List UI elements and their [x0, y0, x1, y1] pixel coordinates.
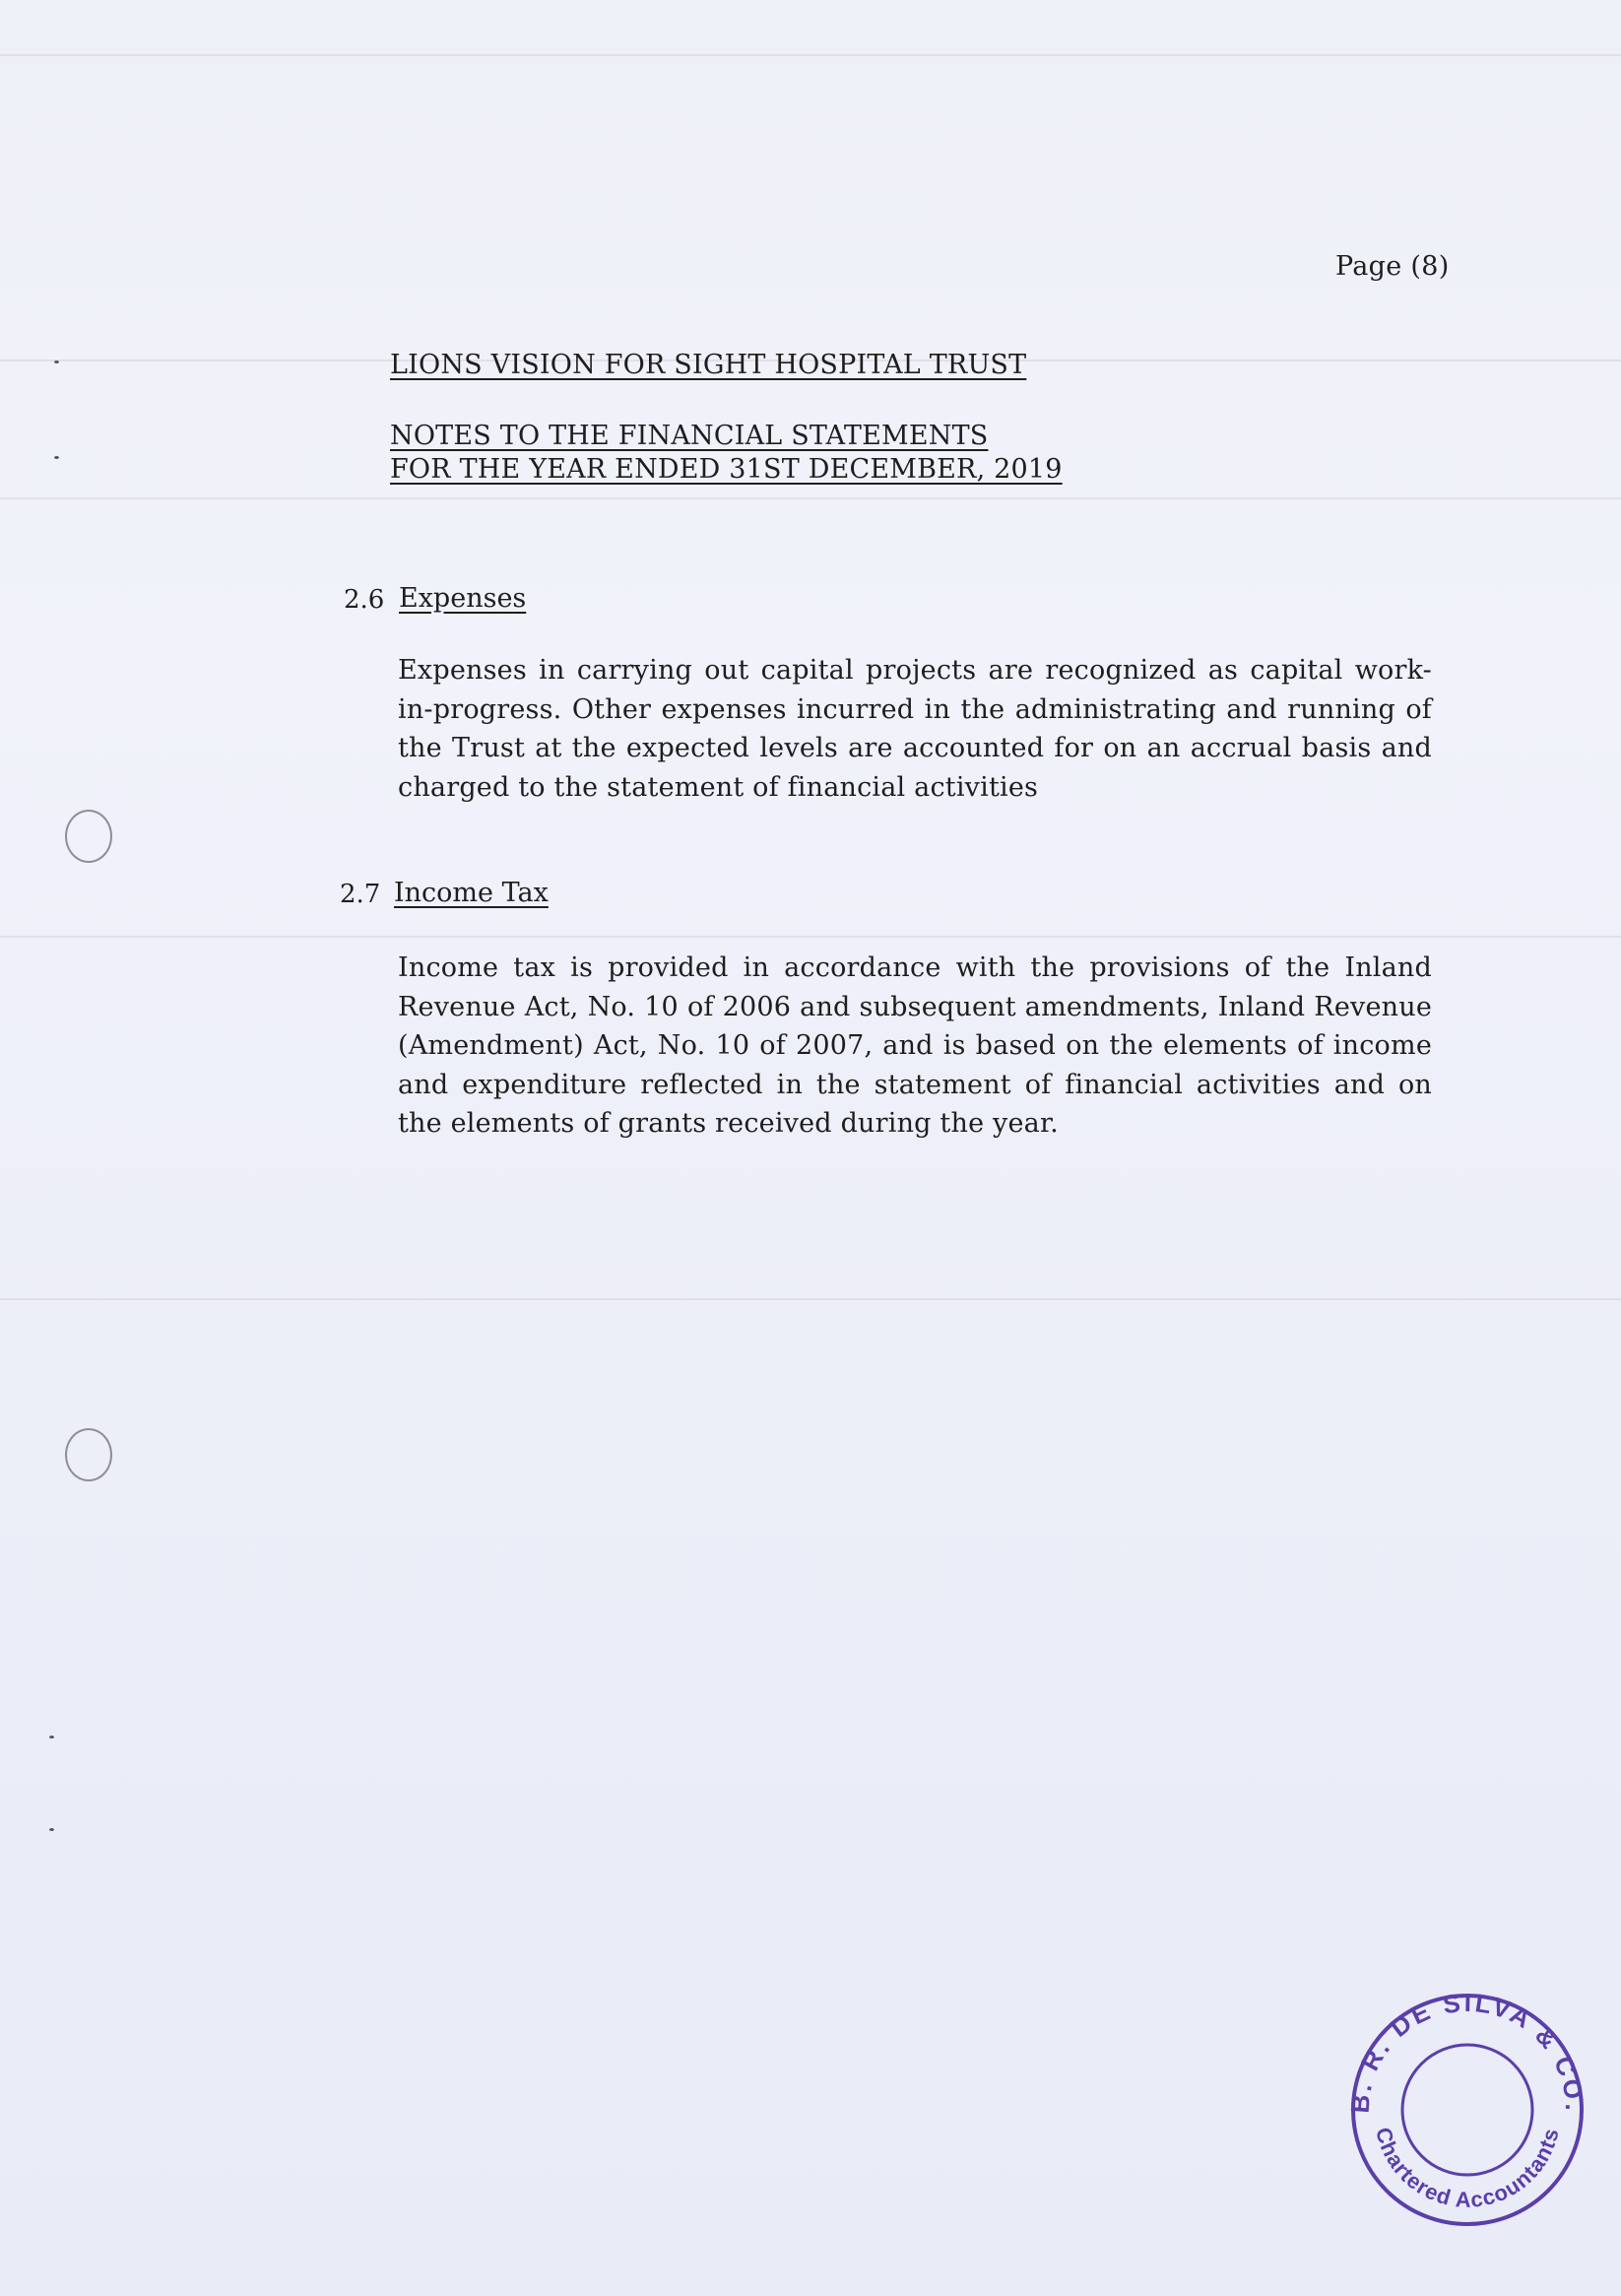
punch-hole [65, 1428, 112, 1481]
section-number: 2.7 [340, 880, 381, 909]
section-number: 2.6 [344, 585, 385, 615]
organization-title: LIONS VISION FOR SIGHT HOSPITAL TRUST [390, 350, 1027, 380]
svg-text:B. R. DE SILVA & CO.: B. R. DE SILVA & CO. [1344, 1987, 1590, 2115]
scan-speck [54, 361, 59, 363]
punch-hole [65, 810, 112, 863]
scan-speck [49, 1828, 54, 1831]
period-title: FOR THE YEAR ENDED 31ST DECEMBER, 2019 [390, 454, 1063, 485]
section-title-income-tax: Income Tax [394, 878, 549, 908]
scan-line [0, 1298, 1621, 1300]
svg-text:Chartered Accountants: Chartered Accountants [1371, 2125, 1564, 2212]
section-body-income-tax: Income tax is provided in accordance with the provisions of the Inland Revenue Act, No. 10 of 2006 and subsequent amendments, Inland Revenue (Amendment) Act, No. 10 of 2007, and is based on the elements of income and expenditure reflected in the statement of financial activities and on the elements of grants received during the year. [398, 952, 1432, 1139]
scan-line [0, 497, 1621, 499]
section-body-expenses: Expenses in carrying out capital projects are recognized as capital work-in-progress. Other expenses incurred in the administrating and running of the Trust at the expected levels are accounted for on an accrual basis and charged to the statement of financial activities [398, 655, 1432, 803]
notes-title: NOTES TO THE FINANCIAL STATEMENTS [390, 421, 989, 451]
scan-speck [54, 456, 59, 459]
scan-line [0, 936, 1621, 938]
section-title-expenses: Expenses [399, 583, 527, 614]
scan-speck [49, 1736, 54, 1738]
scan-line [0, 54, 1621, 56]
auditor-stamp [1343, 1986, 1591, 2234]
page-number: Page (8) [1335, 251, 1450, 282]
